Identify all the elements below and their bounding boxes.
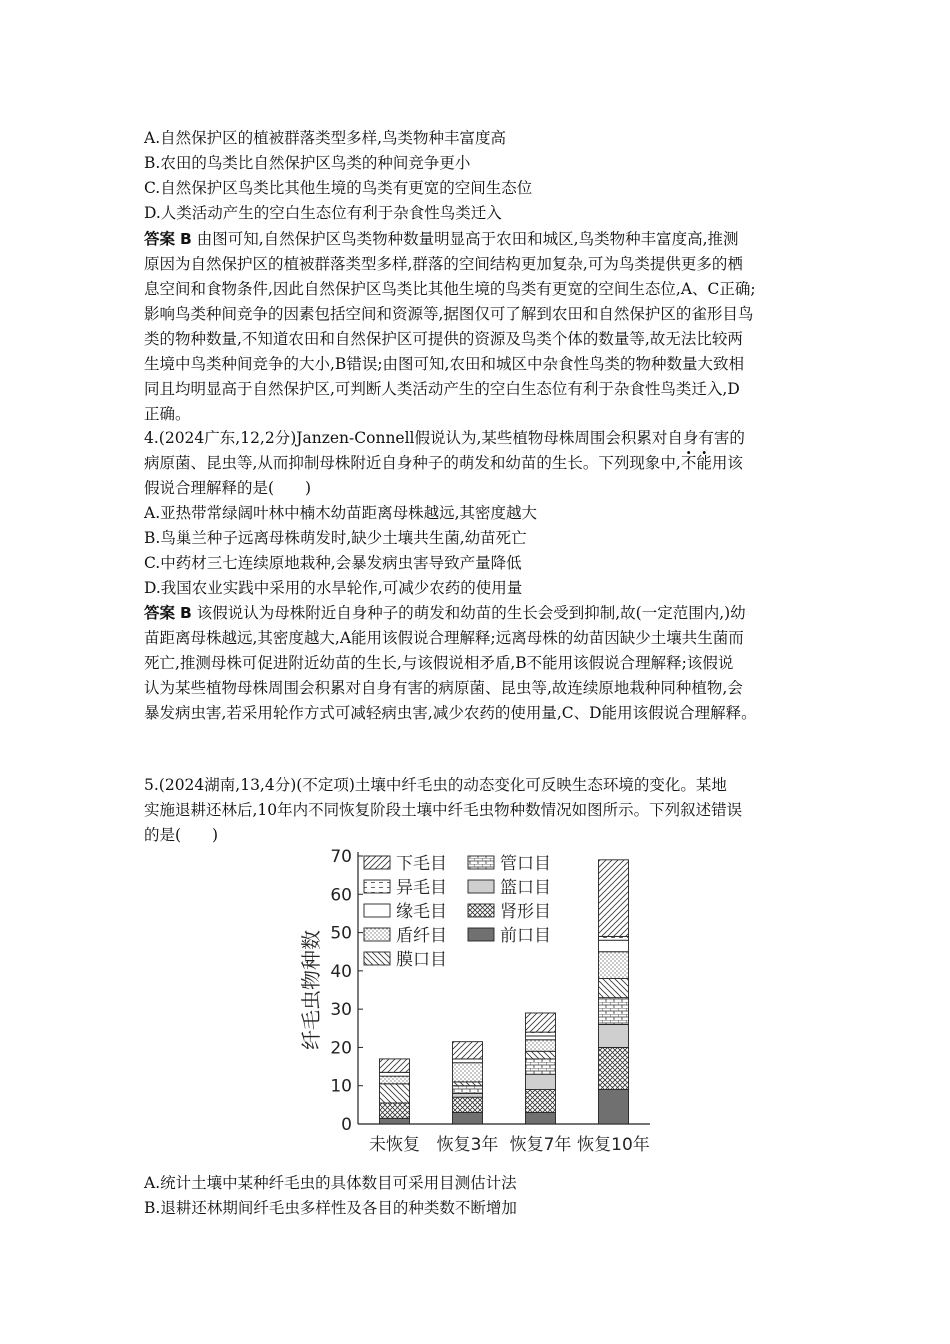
q3-answer-line-4: 影响鸟类种间竞争的因素包括空间和资源等,据图仅可了解到农田和自然保护区的雀形目鸟: [144, 305, 754, 323]
bar-segment: [599, 936, 629, 940]
bar-segment: [453, 1063, 483, 1082]
legend-label: 缘毛目: [396, 902, 447, 922]
bar-segment: [453, 1042, 483, 1059]
bar-segment: [526, 1040, 556, 1051]
y-tick-label: 0: [341, 1115, 352, 1135]
legend-swatch: [364, 856, 390, 869]
bar-segment: [526, 1090, 556, 1113]
q5-stem-line-3: 的是( ): [144, 826, 219, 844]
q4-answer-line-5: 暴发病虫害,若采用轮作方式可减轻病虫害,减少农药的使用量,C、D能用该假说合理解释。: [144, 704, 757, 722]
bar-segment: [599, 952, 629, 979]
legend-label: 篮口目: [500, 878, 551, 898]
bar-segment: [526, 1059, 556, 1074]
bar-segment: [453, 1086, 483, 1094]
bar-segment: [599, 860, 629, 937]
q4-option-a: A.亚热带常绿阔叶林中楠木幼苗距离母株越远,其密度越大: [144, 504, 538, 522]
bar-segment: [599, 979, 629, 998]
bar-segment: [526, 1032, 556, 1036]
legend-swatch: [364, 928, 390, 941]
q4-option-c: C.中药材三七连续原地栽种,会暴发病虫害导致产量降低: [144, 554, 522, 572]
q3-answer-line-2: 原因为自然保护区的植被群落类型多样,群落的空间结构更加复杂,可为鸟类提供更多的栖: [144, 255, 743, 273]
y-tick-label: 30: [330, 1000, 352, 1021]
q3-answer-line-1: [144, 227, 739, 251]
bar-segment: [599, 1090, 629, 1124]
x-tick-label: 恢复10年: [577, 1135, 650, 1155]
q3-answer-text: 由图可知,自然保护区鸟类物种数量明显高于农田和城区,鸟类物种丰富度高,推测: [196, 230, 739, 248]
q3-answer-line-8: 正确。: [144, 405, 191, 423]
legend-label: 管口目: [500, 854, 551, 874]
legend-swatch: [364, 952, 390, 965]
q4-answer-line-2: 苗距离母株越远,其密度越大,A能用该假说合理解释;远离母株的幼苗因缺少土壤共生菌而: [144, 629, 744, 647]
bar-segment: [453, 1097, 483, 1112]
bar-segment: [380, 1076, 410, 1084]
q4-option-d: D.我国农业实践中采用的水旱轮作,可减少农药的使用量: [144, 579, 523, 597]
bar-segment: [380, 1072, 410, 1076]
bar-segment: [526, 1036, 556, 1040]
legend-swatch: [468, 856, 494, 869]
bar-segment: [599, 998, 629, 1025]
q3-answer-line-6: 生境中鸟类种间竞争的大小,B错误;由图可知,农田和城区中杂食性鸟类的物种数量大致相: [144, 355, 744, 373]
y-tick-label: 60: [330, 885, 352, 906]
legend-swatch: [364, 904, 390, 917]
legend-label: 下毛目: [396, 854, 447, 874]
bar-segment: [599, 1047, 629, 1089]
q5-stem-line-2: 实施退耕还林后,10年内不同恢复阶段土壤中纤毛虫物种数情况如图所示。下列叙述错误: [144, 801, 743, 819]
q5-option-a: A.统计土壤中某种纤毛虫的具体数目可采用目测估计法: [144, 1174, 517, 1192]
q3-answer-line-5: 类的物种数量,不知道农田和自然保护区可提供的资源及鸟类个体的数量等,故无法比较两: [144, 330, 743, 348]
y-tick-label: 40: [330, 961, 352, 982]
q4-answer-line-1: [144, 601, 746, 625]
y-axis-label: 纤毛虫物种数: [299, 930, 323, 1050]
bar-segment: [526, 1113, 556, 1124]
q4-answer-text: 该假说认为母株附近自身种子的萌发和幼苗的生长会受到抑制,故(一定范围内,)幼: [196, 604, 746, 622]
bar-segment: [599, 1024, 629, 1047]
bar-segment: [380, 1059, 410, 1072]
y-tick-label: 20: [330, 1038, 352, 1059]
legend-swatch: [468, 928, 494, 941]
legend-label: 膜口目: [396, 950, 447, 970]
bar-segment: [380, 1103, 410, 1118]
legend-label: 肾形目: [500, 902, 551, 922]
q4-emphasis-can: 能: [696, 454, 712, 472]
legend-swatch: [468, 880, 494, 893]
y-tick-label: 70: [330, 847, 352, 867]
bar-segment: [453, 1059, 483, 1063]
bar-segment: [599, 940, 629, 951]
q3-answer-line-7: 同且均明显高于自然保护区,可判断人类活动产生的空白生态位有利于杂食性鸟类迁入,D: [144, 380, 740, 398]
legend-swatch: [468, 904, 494, 917]
q3-option-c: C.自然保护区鸟类比其他生境的鸟类有更宽的空间生态位: [144, 179, 533, 197]
q3-answer-letter: B: [179, 230, 192, 248]
x-tick-label: 恢复7年: [509, 1135, 572, 1155]
x-tick-label: 未恢复: [369, 1135, 420, 1155]
bar-segment: [526, 1074, 556, 1089]
legend-label: 前口目: [500, 926, 551, 946]
q4-answer-letter: B: [179, 604, 192, 622]
q5-stem-line-1: 5.(2024湖南,13,4分)(不定项)土壤中纤毛虫的动态变化可反映生态环境的变化。某地: [144, 776, 727, 794]
q4-stem-line-1: 4.(2024广东,12,2分)Janzen-Connell假说认为,某些植物母株周围会积累对自身有害的: [144, 429, 745, 447]
q4-stem-text-a: 病原菌、昆虫等,从而抑制母株附近自身种子的萌发和幼苗的生长。下列现象中,: [144, 454, 681, 472]
bar-segment: [380, 1084, 410, 1103]
q4-stem-text-b: 用该: [711, 454, 743, 472]
q4-emphasis-not: 不: [680, 454, 697, 472]
legend-label: 异毛目: [396, 878, 447, 898]
q3-answer-label: 答案: [144, 230, 176, 248]
y-tick-label: 10: [330, 1076, 352, 1097]
q4-option-b: B.鸟巢兰种子远离母株萌发时,缺少土壤共生菌,幼苗死亡: [144, 529, 527, 547]
bar-segment: [453, 1113, 483, 1124]
bar-segment: [526, 1013, 556, 1032]
q4-answer-line-4: 认为某些植物母株周围会积累对自身有害的病原菌、昆虫等,故连续原地栽种同种植物,会: [144, 679, 743, 697]
bar-segment: [380, 1118, 410, 1124]
q3-option-a: A.自然保护区的植被群落类型多样,鸟类物种丰富度高: [144, 129, 507, 147]
q4-answer-line-3: 死亡,推测母株可促进附近幼苗的生长,与该假说相矛盾,B不能用该假说合理解释;该假说: [144, 654, 734, 672]
legend-label: 盾纤目: [396, 926, 447, 946]
bar-segment: [453, 1093, 483, 1097]
q3-option-b: B.农田的鸟类比自然保护区鸟类的种间竞争更小: [144, 154, 471, 172]
y-tick-label: 50: [330, 923, 352, 944]
q4-answer-label: 答案: [144, 604, 176, 622]
q4-stem-line-2: [144, 451, 743, 475]
q3-option-d: D.人类活动产生的空白生态位有利于杂食性鸟类迁入: [144, 204, 502, 222]
x-tick-label: 恢复3年: [436, 1135, 499, 1155]
q5-option-b: B.退耕还林期间纤毛虫多样性及各目的种类数不断增加: [144, 1199, 517, 1217]
bar-segment: [453, 1082, 483, 1086]
ciliate-species-chart: [290, 840, 670, 1160]
q4-stem-line-3: 假说合理解释的是( ): [144, 479, 312, 497]
q3-answer-line-3: 息空间和食物条件,因此自然保护区鸟类比其他生境的鸟类有更宽的空间生态位,A、C正确;: [144, 280, 756, 298]
bar-segment: [526, 1051, 556, 1059]
legend-swatch: [364, 880, 390, 893]
